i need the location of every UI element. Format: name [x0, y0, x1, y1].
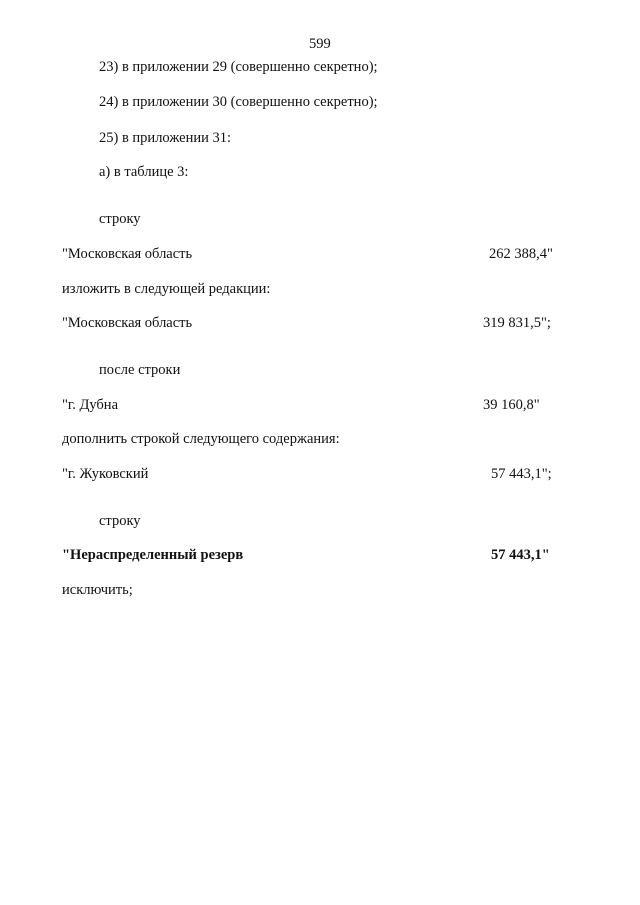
- block1-new-row-name: "Московская область: [62, 315, 193, 331]
- block2-after-row-name: "г. Дубна: [62, 397, 119, 413]
- item-24: 24) в приложении 30 (совершенно секретно);: [99, 94, 378, 110]
- block1-old-row-name: "Московская область: [62, 246, 193, 262]
- block2-intro: после строки: [99, 362, 181, 378]
- page-number: 599: [309, 36, 331, 52]
- block3-intro: строку: [99, 513, 141, 529]
- block1-old-row-value: 262 388,4": [489, 246, 553, 262]
- block2-after-row-value: 39 160,8": [483, 397, 540, 413]
- block2-new-row-name: "г. Жуковский: [62, 466, 149, 482]
- block2-instruction: дополнить строкой следующего содержания:: [62, 431, 340, 447]
- item-23: 23) в приложении 29 (совершенно секретно);: [99, 59, 378, 75]
- item-25: 25) в приложении 31:: [99, 130, 232, 146]
- block3-row-value: 57 443,1": [491, 547, 550, 563]
- block3-row-name: "Нераспределенный резерв: [62, 547, 244, 563]
- block2-new-row-value: 57 443,1";: [491, 466, 552, 482]
- block1-new-row-value: 319 831,5";: [483, 315, 551, 331]
- item-a: а) в таблице 3:: [99, 164, 189, 180]
- block1-instruction: изложить в следующей редакции:: [62, 281, 271, 297]
- block1-intro: строку: [99, 211, 141, 227]
- block3-instruction: исключить;: [62, 582, 133, 598]
